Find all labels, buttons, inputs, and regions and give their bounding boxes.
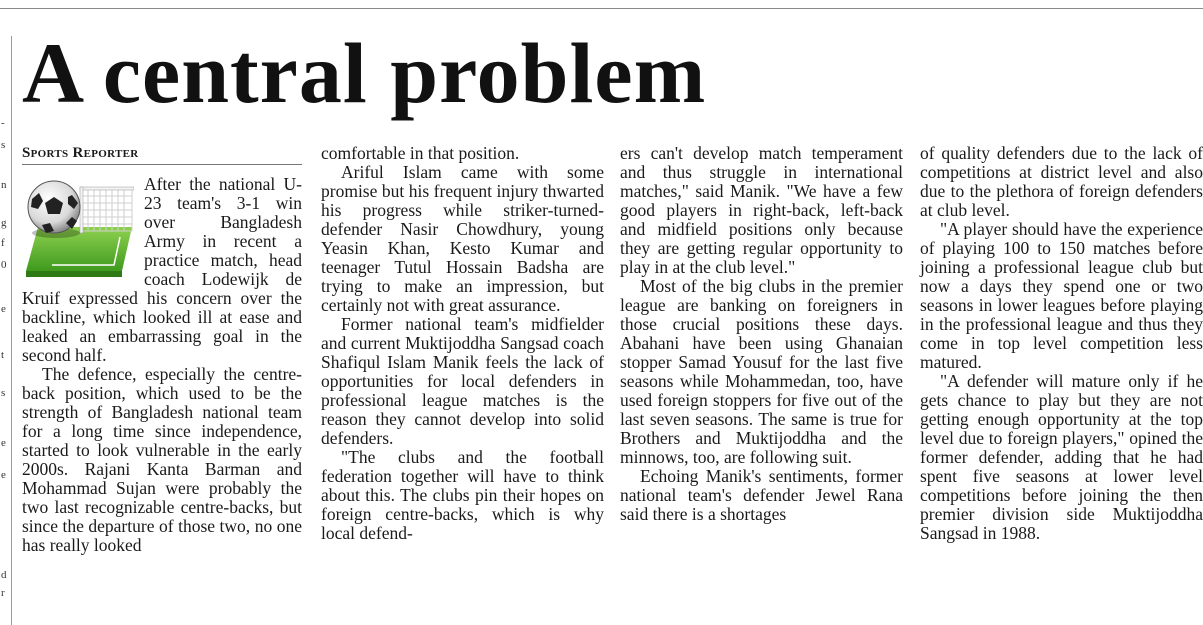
fragment: s	[1, 387, 6, 399]
paragraph: Ariful Islam came with some promise but his frequent injury thwarted his progress while striker-turned-defender Nasir Chowdhury, young Yeasin Khan, Kesto Kumar and teenager Tutul Hossain Badsha are trying to make an impression, but certainly not with great assurance.	[321, 162, 604, 315]
fragment: e	[1, 303, 6, 315]
paragraph: "A defender will mature only if he gets chance to play but they are not getting enough opportunity at the top level due to foreign players," opined the former defender, adding that he had spent five seasons at lower level competitions before joining the then premier division side Muktijoddha Sangsad in 1988.	[920, 371, 1203, 543]
fragment: e	[1, 437, 6, 449]
paragraph: Echoing Manik's sentiments, former national team's defender Jewel Rana said there is a shortages	[620, 466, 903, 524]
article-column-2	[321, 144, 604, 543]
article-column-3	[620, 144, 903, 524]
column-divider-left	[11, 36, 12, 625]
paragraph: comfortable in that position.	[321, 143, 520, 163]
fragment: t	[1, 349, 5, 361]
fragment: g	[1, 217, 7, 229]
fragment: f	[1, 237, 5, 249]
paragraph: The defence, especially the centre-back position, which used to be the strength of Bangladesh national team for a long time since independence, started to look vulnerable in the early 2000s. Rajani Kanta Barman and Mohammad Sujan were probably the two last recognizable centre-backs, but since the departure of those two, no one has really looked	[22, 364, 302, 555]
byline: Sports Reporter	[22, 144, 302, 165]
fragment: -	[1, 117, 5, 129]
fragment: s	[1, 139, 6, 151]
fragment: d	[1, 569, 7, 581]
article-column-4	[920, 144, 1203, 543]
fragment: 0	[1, 259, 7, 271]
paragraph: "The clubs and the football federation together will have to think about this. The clubs pin their hopes on foreign centre-backs, which is why local defend-	[321, 447, 604, 543]
article-headline: A central problem	[22, 25, 707, 121]
paragraph: ers can't develop match temperament and thus struggle in international matches," said Manik. "We have a few good players in right-back, left-back and midfield positions only because they are getting regular opportunity to play in at the club level."	[620, 143, 903, 277]
top-rule	[0, 8, 1203, 9]
fragment: r	[1, 587, 5, 599]
article-column-1	[22, 144, 302, 555]
paragraph: of quality defenders due to the lack of competitions at district level and also due to the plethora of foreign defenders at club level.	[920, 143, 1203, 220]
paragraph: Most of the big clubs in the premier league are banking on foreigners in those crucial positions these days. Abahani have been using Ghanaian stopper Samad Yousuf for the last five seasons while Mohammedan, too, have used foreign stoppers for five out of the last seven seasons. The same is true for Brothers and Muktijoddha and the minnows, too, are following suit.	[620, 276, 903, 467]
adjacent-article-fragments	[0, 118, 9, 625]
paragraph: "A player should have the experience of playing 100 to 150 matches before joining a professional league club but now a days they spend one or two seasons in lower leagues before playing in the professional league and thus they come in top level competition less matured.	[920, 219, 1203, 372]
paragraph: After the national U-23 team's 3-1 win over Bangladesh Army in recent a practice match, head coach Lodewijk de Kruif expressed his concern over the backline, which looked ill at ease and leaked an embarrassing goal in the second half.	[22, 174, 302, 365]
fragment: e	[1, 469, 6, 481]
fragment: n	[1, 179, 7, 191]
paragraph: Former national team's midfielder and current Muktijoddha Sangsad coach Shafiqul Islam Manik feels the lack of opportunities for local defenders in professional league matches is the reason they cannot develop into solid defenders.	[321, 314, 604, 448]
football-goal-icon	[22, 177, 134, 281]
